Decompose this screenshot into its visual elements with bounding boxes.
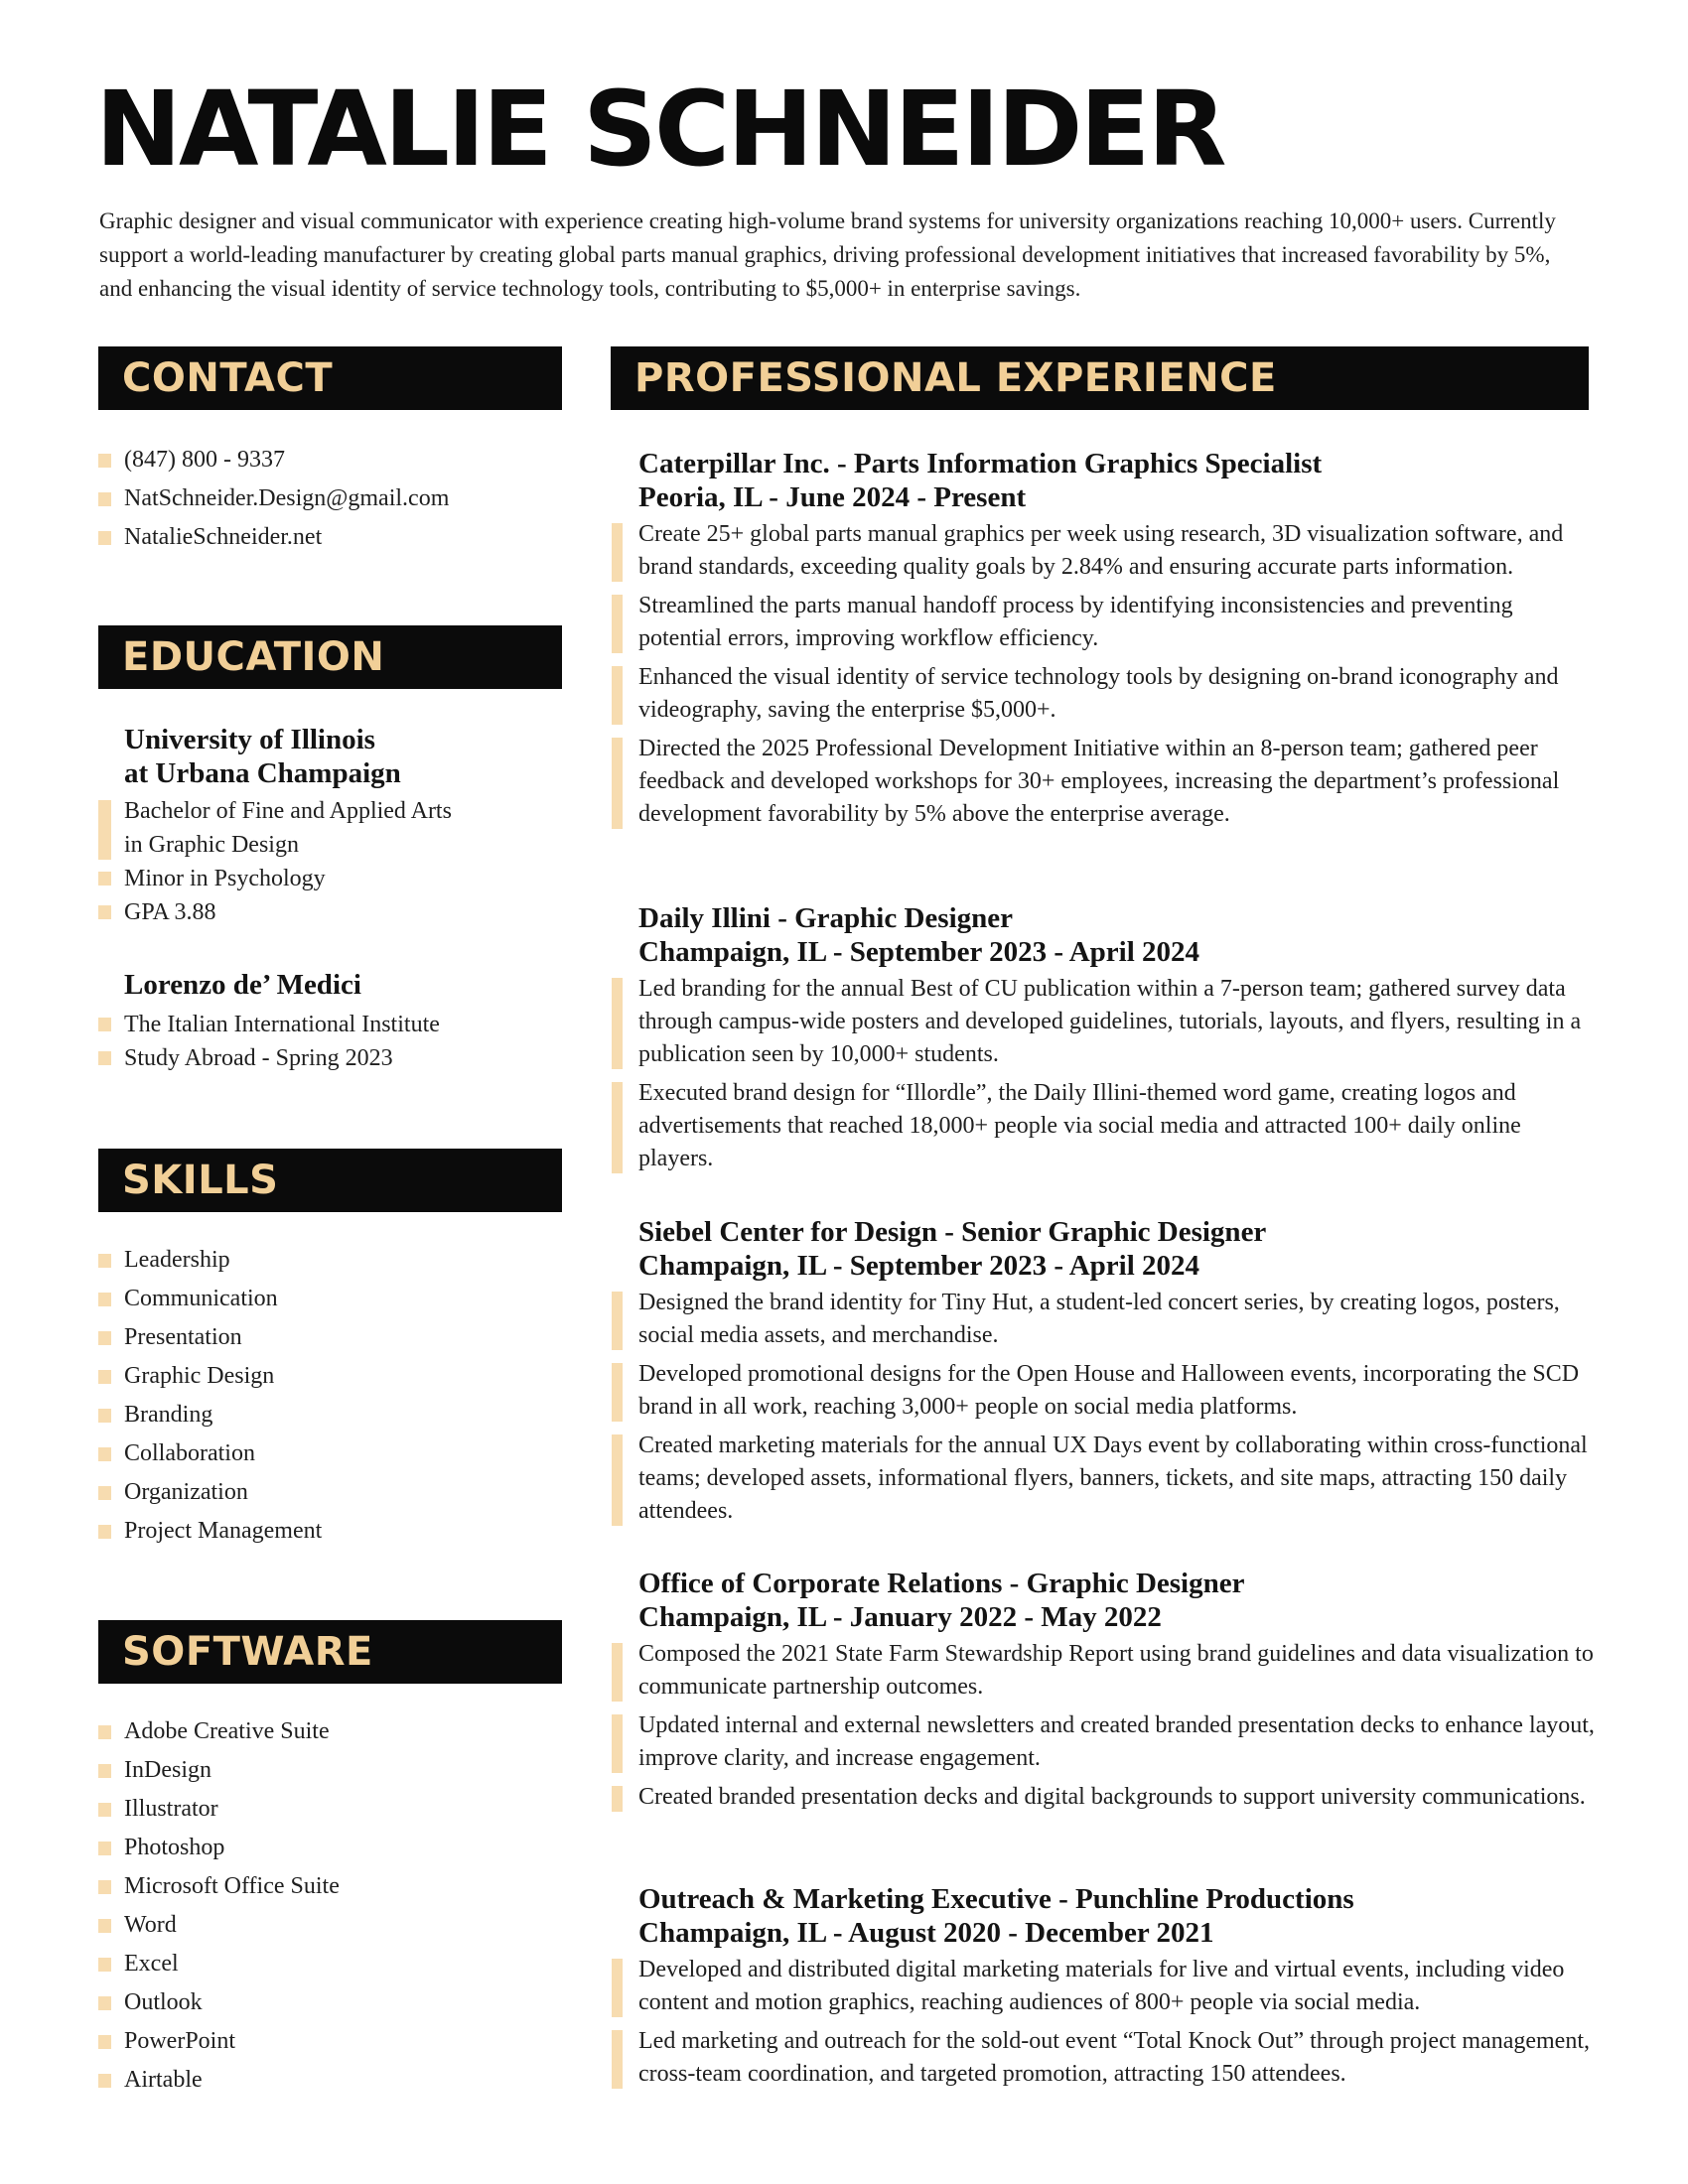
education-entry-uiuc	[98, 723, 575, 929]
job-bullet: Streamlined the parts manual handoff process by identifying inconsistencies and preventing potential errors, improving workflow efficiency.	[612, 590, 1595, 655]
job-bullets	[612, 973, 1595, 1175]
skill-item: Branding	[98, 1396, 575, 1434]
job-corporate-relations	[612, 1567, 1595, 1820]
school-name: University of Illinois	[124, 724, 375, 755]
school-name: Lorenzo de’ Medici	[124, 969, 361, 1001]
software-item: Outlook	[98, 1983, 575, 2022]
job-daily-illini	[612, 901, 1595, 1181]
job-punchline	[612, 1882, 1595, 2097]
education-entry-ldm	[98, 968, 575, 1075]
job-bullet: Composed the 2021 State Farm Stewardship Report using brand guidelines and data visualization to communicate partnership outcomes.	[612, 1638, 1595, 1704]
job-bullet: Developed and distributed digital marketing materials for live and virtual events, including video content and motion graphics, reaching audiences of 800+ people via social media.	[612, 1954, 1595, 2019]
job-bullets	[612, 1287, 1595, 1528]
skill-item: Project Management	[98, 1512, 575, 1551]
job-title: Siebel Center for Design - Senior Graphic Designer	[638, 1216, 1267, 1248]
job-bullet: Developed promotional designs for the Open House and Halloween events, incorporating the SCD brand in all work, reaching 3,000+ people on social media platforms.	[612, 1358, 1595, 1424]
resume-name: NATALIE SCHNEIDER	[95, 68, 1224, 190]
contact-heading: CONTACT	[98, 346, 562, 410]
software-item: PowerPoint	[98, 2022, 575, 2061]
software-item: Microsoft Office Suite	[98, 1867, 575, 1906]
software-item: Illustrator	[98, 1790, 575, 1829]
software-item: Airtable	[98, 2061, 575, 2100]
software-item: Photoshop	[98, 1829, 575, 1867]
software-item: Adobe Creative Suite	[98, 1712, 575, 1751]
job-title: Caterpillar Inc. - Parts Information Graphics Specialist	[638, 448, 1323, 479]
job-bullet: Directed the 2025 Professional Development Initiative within an 8-person team; gathered peer feedback and developed workshops for 30+ employees, increasing the department’s professional development favorability by 5% above the enterprise average.	[612, 733, 1595, 831]
education-study-abroad: Study Abroad - Spring 2023	[98, 1041, 575, 1075]
job-bullets	[612, 1954, 1595, 2091]
job-location-dates: Champaign, IL - January 2022 - May 2022	[638, 1601, 1162, 1633]
degree-line2: in Graphic Design	[124, 832, 299, 858]
education-details	[98, 862, 575, 929]
contact-list	[98, 441, 575, 557]
education-institute: The Italian International Institute	[98, 1008, 575, 1041]
job-caterpillar	[612, 447, 1595, 837]
job-bullet: Executed brand design for “Illordle”, the Daily Illini-themed word game, creating logos and advertisements that reached 18,000+ people via social media and attracted 100+ daily online players.	[612, 1077, 1595, 1175]
job-bullet: Updated internal and external newsletters and created branded presentation decks to enhance layout, improve clarity, and increase engagement.	[612, 1709, 1595, 1775]
job-bullets	[612, 518, 1595, 831]
experience-heading: PROFESSIONAL EXPERIENCE	[611, 346, 1589, 410]
job-bullet: Created branded presentation decks and digital backgrounds to support university communications.	[612, 1781, 1595, 1814]
job-bullets	[612, 1638, 1595, 1814]
summary-paragraph: Graphic designer and visual communicator with experience creating high-volume brand systems for university organizations reaching 10,000+ users. Currently support a world-leading manufacturer by creating global parts manual graphics, driving professional development initiatives that increased favorability by 5%, and enhancing the visual identity of service technology tools, contributing to $5,000+ in enterprise savings.	[99, 208, 1556, 301]
software-list	[98, 1712, 575, 2100]
skill-item: Graphic Design	[98, 1357, 575, 1396]
school-name-line2: at Urbana Champaign	[124, 757, 401, 789]
job-bullet: Led branding for the annual Best of CU publication within a 7-person team; gathered survey data through campus-wide posters and developed guidelines, tutorials, layouts, and flyers, resulting in a publication seen by 10,000+ students.	[612, 973, 1595, 1071]
job-siebel	[612, 1215, 1595, 1534]
degree-line1: Bachelor of Fine and Applied Arts	[124, 798, 452, 824]
job-location-dates: Peoria, IL - June 2024 - Present	[638, 481, 1027, 513]
job-location-dates: Champaign, IL - September 2023 - April 2024	[638, 936, 1200, 968]
software-item: InDesign	[98, 1751, 575, 1790]
contact-website: NatalieSchneider.net	[98, 518, 575, 557]
job-title: Office of Corporate Relations - Graphic Designer	[638, 1568, 1245, 1599]
skill-item: Communication	[98, 1280, 575, 1318]
education-minor: Minor in Psychology	[98, 862, 575, 895]
software-heading: SOFTWARE	[98, 1620, 562, 1684]
job-bullet: Enhanced the visual identity of service technology tools by designing on-brand iconography and videography, saving the enterprise $5,000+.	[612, 661, 1595, 727]
contact-phone: (847) 800 - 9337	[98, 441, 575, 479]
software-item: Word	[98, 1906, 575, 1945]
job-title: Outreach & Marketing Executive - Punchline Productions	[638, 1883, 1354, 1915]
skills-heading: SKILLS	[98, 1149, 562, 1212]
software-item: Excel	[98, 1945, 575, 1983]
job-bullet: Create 25+ global parts manual graphics per week using research, 3D visualization software, and brand standards, exceeding quality goals by 2.84% and ensuring accurate parts information.	[612, 518, 1595, 584]
job-bullet: Created marketing materials for the annual UX Days event by collaborating within cross-functional teams; developed assets, informational flyers, banners, tickets, and site maps, attracting 150 daily attendees.	[612, 1430, 1595, 1528]
skill-item: Organization	[98, 1473, 575, 1512]
education-details	[98, 1008, 575, 1075]
skills-list	[98, 1241, 575, 1551]
job-bullet: Designed the brand identity for Tiny Hut, a student-led concert series, by creating logos, posters, social media assets, and merchandise.	[612, 1287, 1595, 1352]
job-location-dates: Champaign, IL - September 2023 - April 2024	[638, 1250, 1200, 1282]
skill-item: Presentation	[98, 1318, 575, 1357]
skill-item: Leadership	[98, 1241, 575, 1280]
education-heading: EDUCATION	[98, 625, 562, 689]
job-title: Daily Illini - Graphic Designer	[638, 902, 1013, 934]
education-gpa: GPA 3.88	[98, 895, 575, 929]
degree	[98, 794, 575, 862]
contact-email: NatSchneider.Design@gmail.com	[98, 479, 575, 518]
skill-item: Collaboration	[98, 1434, 575, 1473]
job-bullet: Led marketing and outreach for the sold-out event “Total Knock Out” through project management, cross-team coordination, and targeted promotion, attracting 150 attendees.	[612, 2025, 1595, 2091]
job-location-dates: Champaign, IL - August 2020 - December 2021	[638, 1917, 1214, 1949]
